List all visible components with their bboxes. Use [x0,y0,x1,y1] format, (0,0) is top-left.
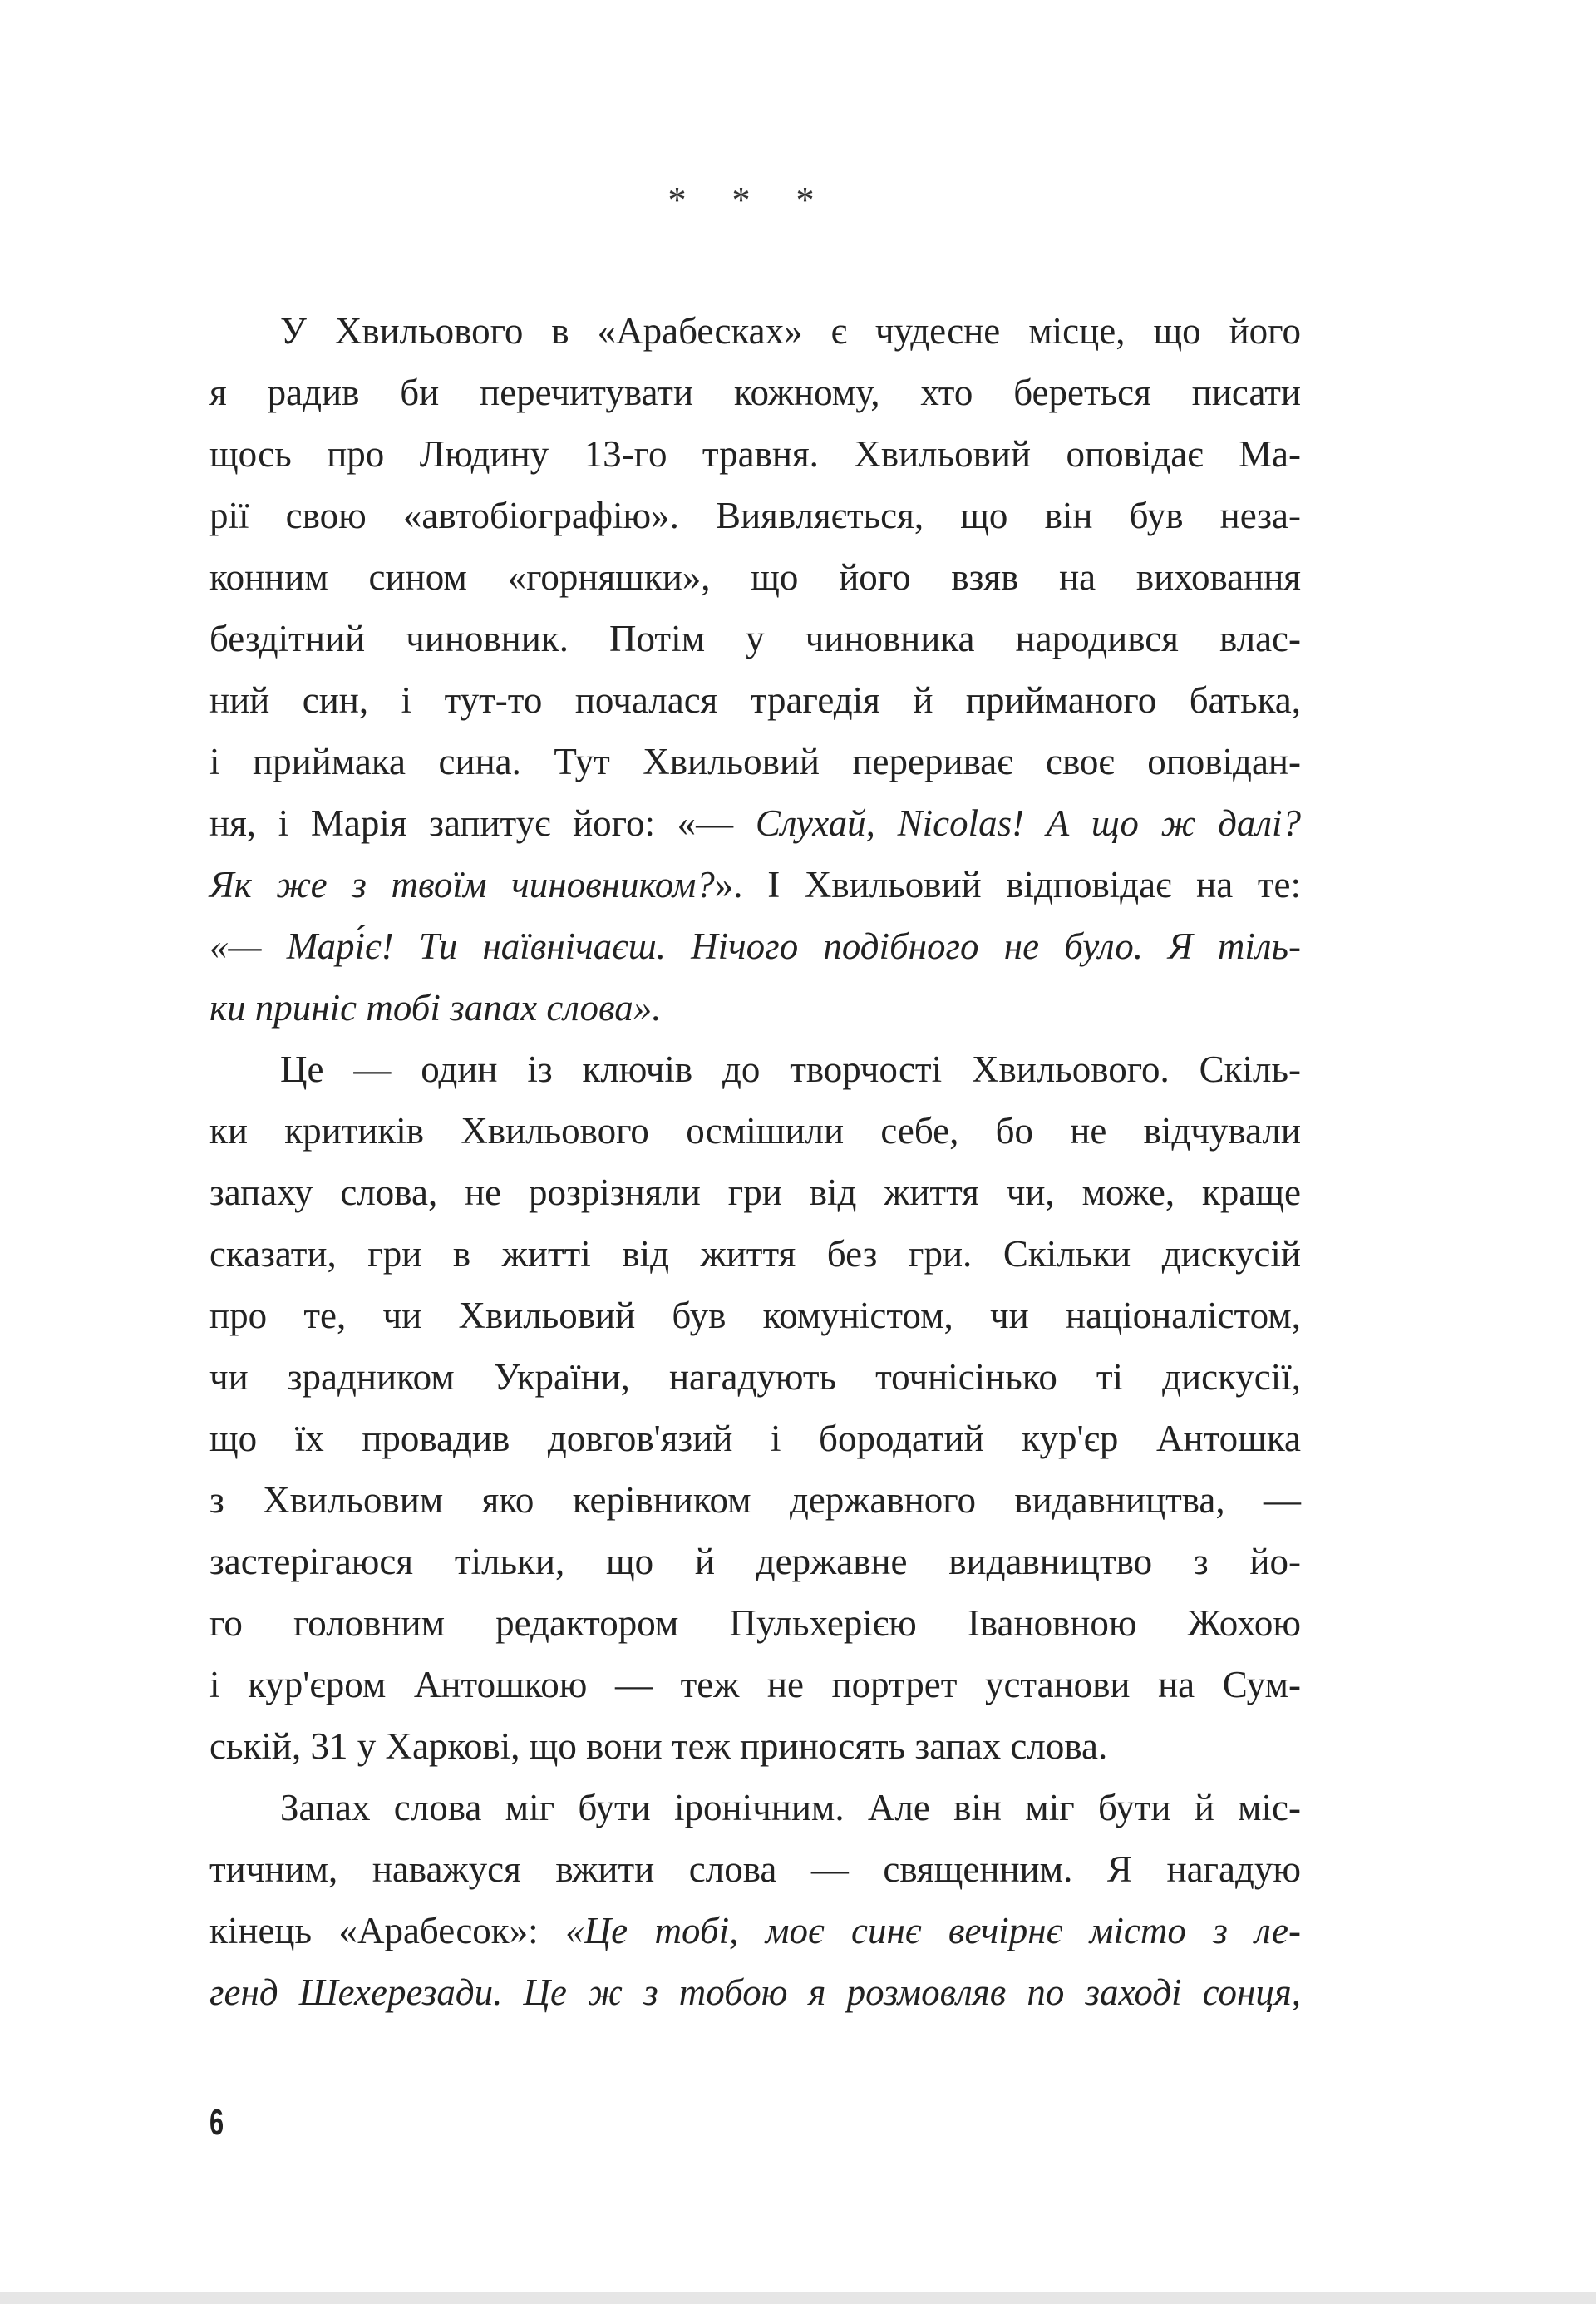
text-segment: конним сином «горняшки», що його взяв на виховання [209,556,1301,598]
text-line [209,1285,1301,1346]
text-line [209,1346,1301,1408]
text-line [209,1654,1301,1715]
text-line [209,608,1301,669]
text-segment: ний син, і тут-то почалася трагедія й прийманого батька, [209,679,1301,721]
italic-quote-text: Як же з твоїм чиновником? [209,864,715,905]
text-segment: кінець «Арабесок»: [209,1910,566,1951]
text-line [209,1162,1301,1223]
text-line [209,1777,1301,1838]
text-line [209,1223,1301,1285]
text-line [209,1469,1301,1531]
text-line [209,546,1301,608]
text-line [209,1100,1301,1162]
text-line [209,362,1301,423]
text-segment: сказати, гри в житті від життя без гри. Скільки дискусій [209,1233,1301,1275]
text-segment: ки критиків Хвильового осмішили себе, бо не відчували [209,1110,1301,1152]
italic-quote-text: генд Шехерезади. Це ж з тобою я розмовляв по заході сонця, [209,1971,1301,2013]
text-line [209,915,1301,977]
text-segment: Запах слова міг бути іронічним. Але він міг бути й міс- [280,1787,1301,1828]
text-segment: тичним, наважуся вжити слова — священним. Я нагадую [209,1848,1301,1890]
italic-quote-text: ки приніс тобі запах слова». [209,987,662,1029]
text-line [209,1715,1301,1777]
text-segment: я радив би перечитувати кожному, хто береться писати [209,372,1301,413]
text-line [209,854,1301,915]
section-break-ornament: * * * [667,180,833,220]
text-segment: бездітний чиновник. Потім у чиновника народився влас- [209,618,1301,659]
text-segment: що їх провадив довгов'язий і бородатий кур'єр Антошка [209,1418,1301,1459]
text-segment: чи зрадником України, нагадують точнісінько ті дискусії, [209,1356,1301,1398]
text-segment: Це — один із ключів до творчості Хвильового. Скіль- [280,1048,1301,1090]
text-segment: і приймака сина. Тут Хвильовий перериває своє оповідан- [209,741,1301,782]
page-bottom-edge [0,2292,1596,2304]
text-segment: запаху слова, не розрізняли гри від життя чи, може, краще [209,1172,1301,1213]
page-number: 6 [209,2102,224,2143]
text-line [209,669,1301,731]
text-segment: ». І Хвильовий відповідає на те: [714,864,1302,905]
text-line [209,731,1301,792]
italic-quote-text: «Це тобі, моє синє вечірнє місто з ле- [565,1910,1302,1951]
text-line [209,300,1301,362]
text-line [209,1961,1301,2023]
italic-quote-text: Слухай, Nicolas! А що ж далі? [755,802,1301,844]
text-segment: ській, 31 у Харкові, що вони теж приносять запах слова. [209,1725,1108,1767]
text-segment: го головним редактором Пульхерією Івановною Жохою [209,1602,1301,1644]
text-segment: щось про Людину 13-го травня. Хвильовий оповідає Ма- [209,433,1301,475]
text-segment: У Хвильового в «Арабесках» є чудесне місце, що його [280,310,1301,352]
text-segment: і кур'єром Антошкою — теж не портрет установи на Сум- [209,1664,1301,1705]
text-line [209,977,1301,1039]
text-segment: ня, і Марія запитує його: «— [209,802,756,844]
text-segment: застерігаюся тільки, що й державне видавництво з йо- [209,1541,1301,1582]
text-segment: про те, чи Хвильовий був комуністом, чи націоналістом, [209,1295,1301,1336]
text-segment: рії свою «автобіографію». Виявляється, що він був неза- [209,495,1301,536]
italic-quote-text: «— Марі́є! Ти наївнічаєш. Нічого подібного не було. Я тіль- [209,925,1301,967]
text-segment: з Хвильовим яко керівником державного видавництва, — [209,1479,1301,1521]
text-line [209,792,1301,854]
body-text [209,300,1301,2023]
text-line [209,423,1301,485]
text-line [209,1039,1301,1100]
text-line [209,1592,1301,1654]
text-line [209,1408,1301,1469]
text-line [209,485,1301,546]
text-line [209,1838,1301,1900]
text-line [209,1900,1301,1961]
text-line [209,1531,1301,1592]
